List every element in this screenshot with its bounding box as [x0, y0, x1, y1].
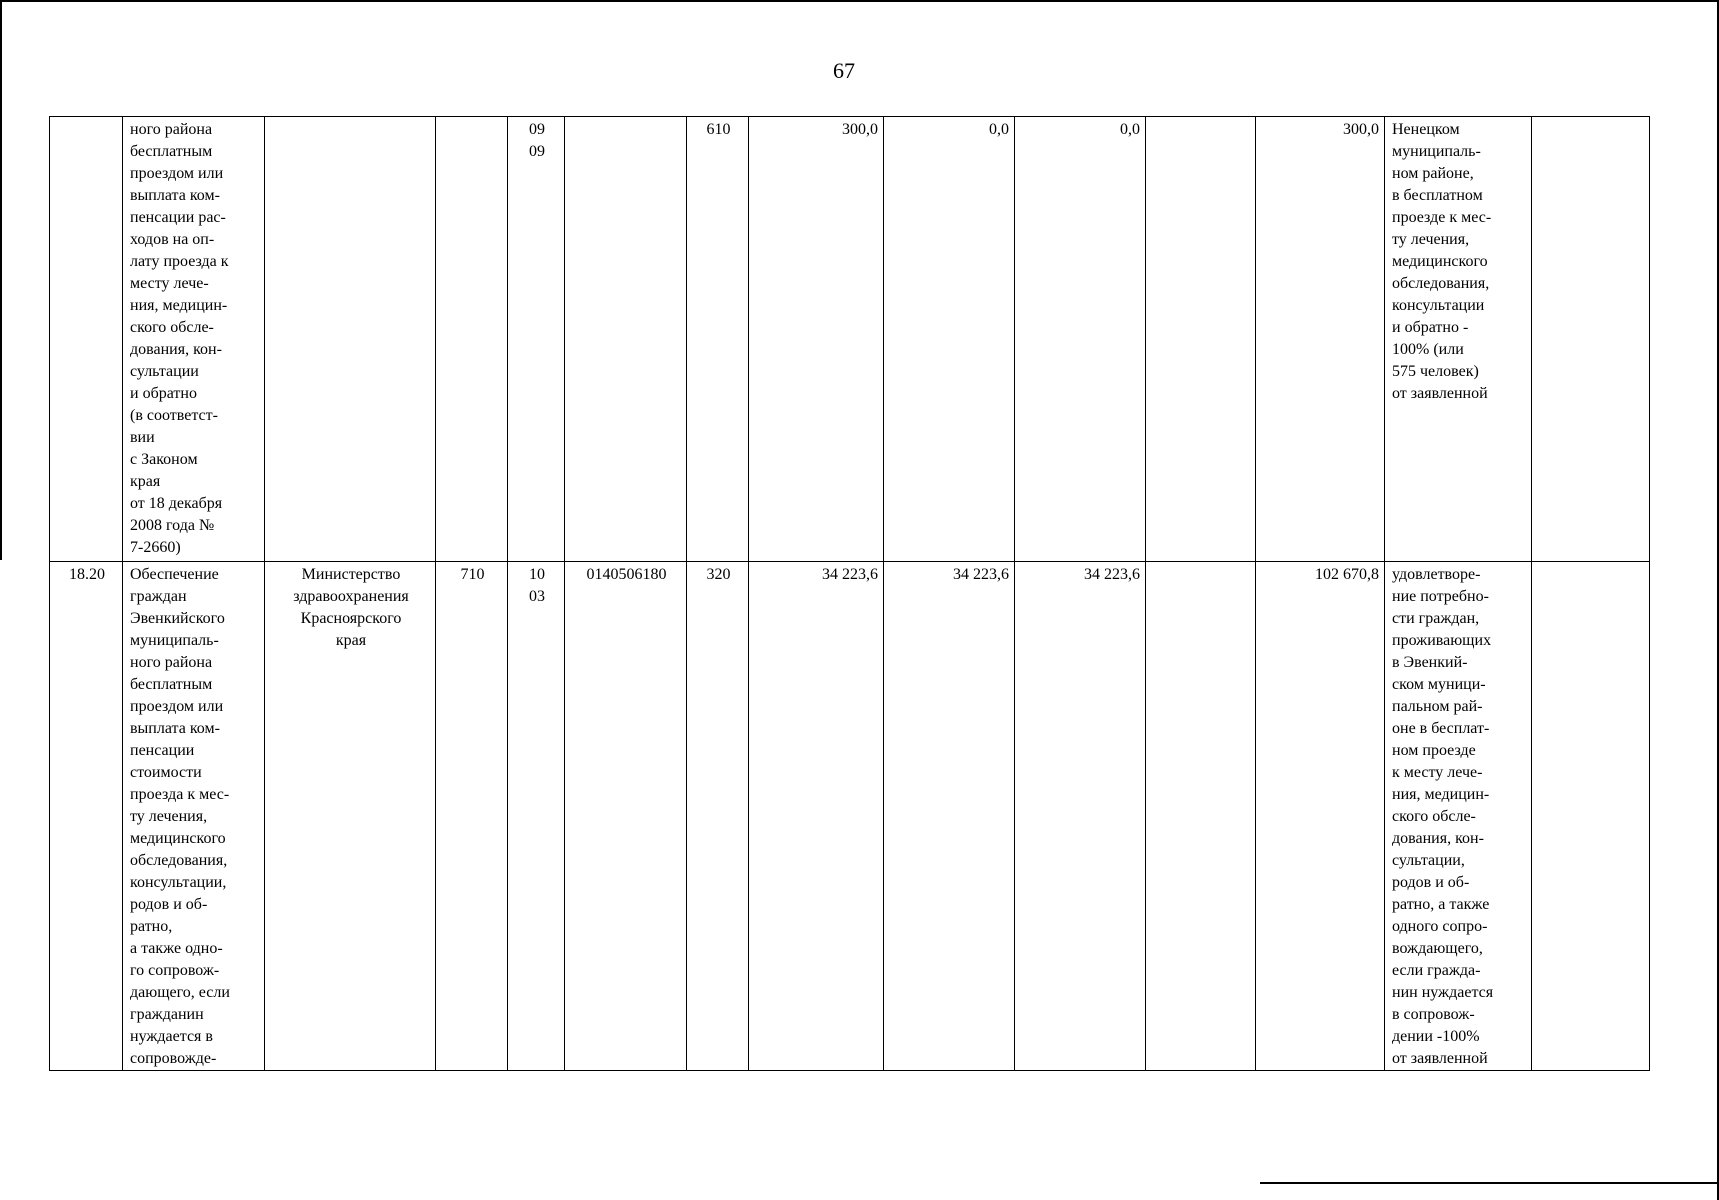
cell-total: 300,0 — [1256, 117, 1385, 562]
cell-year-4 — [1146, 562, 1256, 1071]
cell-vr: 610 — [687, 117, 749, 562]
cell-result: удовлетворе- ние потребно- сти граждан, проживающих в Эвенкий- ском муници- пальном рай- оне в бесплат- ном проезде к месту лече- ния, медицин- ского обсле- дования, кон- сультации, родов и об- ратно, а также одного сопро- вождающего, если гражда- нин нуждается в сопровож- дении -100% от заявленной — [1385, 562, 1532, 1071]
cell-grbs — [436, 117, 508, 562]
cell-year-2: 34 223,6 — [884, 562, 1015, 1071]
scan-edge-left — [0, 0, 2, 560]
cell-year-3: 34 223,6 — [1015, 562, 1146, 1071]
cell-grbs: 710 — [436, 562, 508, 1071]
scan-edge-bottom — [1260, 1182, 1719, 1184]
cell-rzpr: 09 09 — [508, 117, 565, 562]
cell-year-3: 0,0 — [1015, 117, 1146, 562]
cell-admin — [265, 117, 436, 562]
cell-name: Обеспечение граждан Эвенкийского муниципаль- ного района бесплатным проездом или выплата ком- пенсации стоимости проезда к мес- ту лечения, медицинского обследования, консультации, родов и об- ратно, а также одно- го сопровож- дающего, если гражданин нуждается в сопровожде- — [123, 562, 265, 1071]
cell-name: ного района бесплатным проездом или выплата ком- пенсации рас- ходов на оп- лату проезда к месту лече- ния, медицин- ского обсле- дования, кон- сультации и обратно (в соответст- вии с Законом края от 18 декабря 2008 года № 7-2660) — [123, 117, 265, 562]
cell-year-2: 0,0 — [884, 117, 1015, 562]
cell-total: 102 670,8 — [1256, 562, 1385, 1071]
cell-result: Ненецком муниципаль- ном районе, в бесплатном проезде к мес- ту лечения, медицинского обследования, консультации и обратно - 100% (или 575 человек) от заявленной — [1385, 117, 1532, 562]
table-row — [50, 117, 1650, 562]
page-number: 67 — [833, 58, 855, 83]
cell-vr: 320 — [687, 562, 749, 1071]
cell-extra — [1532, 117, 1650, 562]
cell-admin: Министерство здравоохранения Красноярского края — [265, 562, 436, 1071]
cell-csr: 0140506180 — [565, 562, 687, 1071]
cell-year-1: 34 223,6 — [749, 562, 884, 1071]
scan-edge-top — [0, 0, 1719, 2]
cell-csr — [565, 117, 687, 562]
cell-no — [50, 117, 123, 562]
cell-rzpr: 10 03 — [508, 562, 565, 1071]
budget-table — [49, 116, 1650, 1071]
cell-extra — [1532, 562, 1650, 1071]
cell-no: 18.20 — [50, 562, 123, 1071]
cell-year-4 — [1146, 117, 1256, 562]
table-row — [50, 562, 1650, 1071]
cell-year-1: 300,0 — [749, 117, 884, 562]
